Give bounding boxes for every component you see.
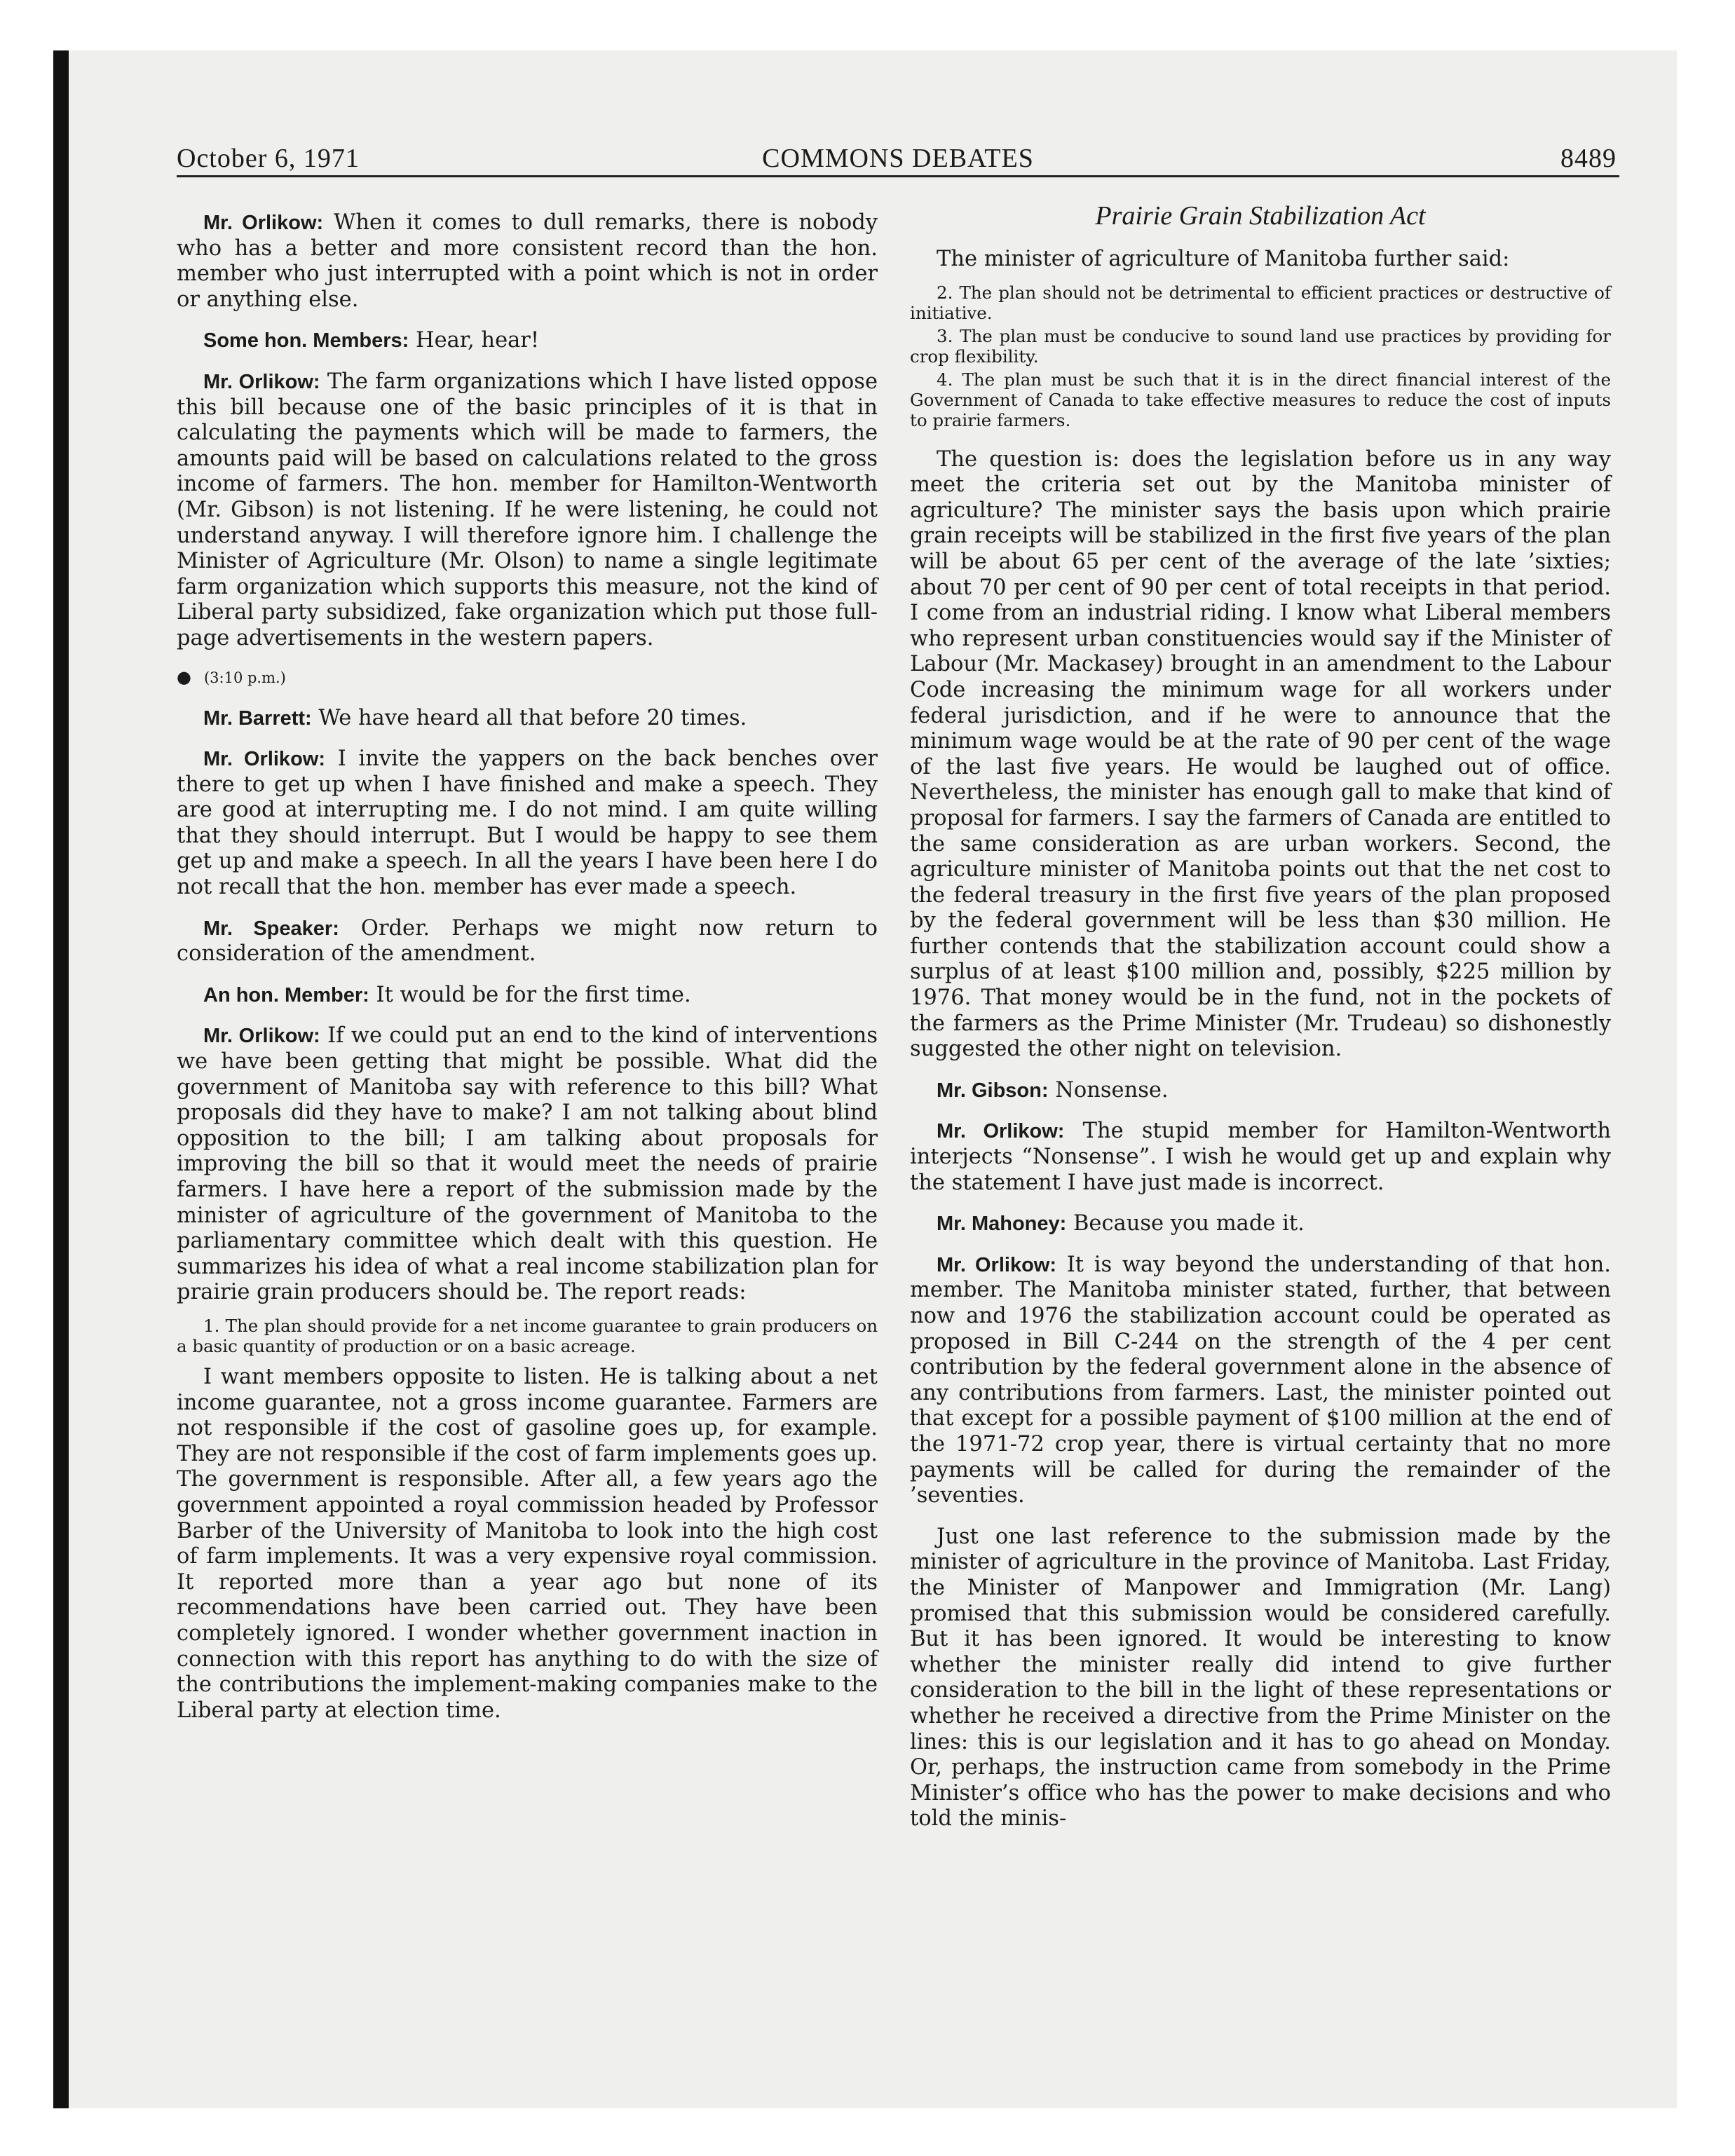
speaker-name: Mr. Mahoney: — [937, 1213, 1067, 1236]
speaker-name: Mr. Orlikow: — [203, 212, 324, 234]
paragraph: I want members opposite to listen. He is talking about a net income guarantee, not a gross income guarantee. Farmers are not responsible if the cost of gasoline goes up, for example. They are not responsible if the cost of farm implements goes up. The government is responsible. After all, a few years ago the government appointed a royal commission headed by Professor Barber of the University of Manitoba to look into the high cost of farm implements. It was a very expensive royal commission. It reported more than a year ago but none of its recommendations have been carried out. They have been completely ignored. I wonder whether government inaction in connection with this report has anything to do with the size of the contributions the implement-making companies make to the Liberal party at election time. — [177, 1364, 878, 1723]
speaker-name: Mr. Speaker: — [203, 917, 339, 940]
paragraph: The minister of agriculture of Manitoba further said: — [937, 247, 1510, 271]
timestamp: (3:10 p.m.) — [203, 669, 286, 686]
speech-text: It is way beyond the understanding of that hon. member. The Manitoba minister stated, further, that between now and 1976 the stabilization account could be operated as proposed in Bill C-244 on the strength of the 4 per cent contribution by the federal government alone in the absence of any contributions from farmers. Last, the minister pointed out that except for a possible payment of $100 million at the end of the 1971-72 crop year, there is virtual certainty that no more payments will be called for during the remainder of the ’seventies. — [910, 1252, 1611, 1508]
speaker-name: Mr. Orlikow: — [203, 1025, 320, 1048]
paragraph — [177, 706, 878, 732]
paragraph — [910, 1078, 1611, 1104]
speech-text: When it comes to dull remarks, there is nobody who has a better and more consistent record than the hon. member who just interrupted with a point which is not in order or anything else. — [177, 210, 878, 312]
speaker-name: Mr. Barrett: — [203, 707, 312, 730]
paragraph: The question is: does the legislation before us in any way meet the criteria set out by the Manitoba minister of agriculture? The minister says the basis upon which prairie grain receipts will be stabilized in the first five years of the plan will be about 65 per cent of the average of the late ’sixties; about 70 per cent of 90 per cent of total receipts in that period. I come from an industrial riding. I know what Liberal members who represent urban constituencies would say if the Minister of Labour (Mr. Mackasey) brought in an amendment to the Labour Code increasing the minimum wage for all workers under federal jurisdiction, and if he were to announce that the minimum wage would be at the rate of 90 per cent of the wage of the last five years. He would be laughed out of office. Nevertheless, the minister has enough gall to make that kind of proposal for farmers. I say the farmers of Canada are entitled to the same consideration as are urban workers. Second, the agriculture minister of Manitoba points out that the net cost to the federal treasury in the first five years of the plan proposed by the federal government will be less than $30 million. He further contends that the stabilization account could show a surplus of at least $100 million and, possibly, $225 million by 1976. That money would be in the fund, not in the pockets of the farmers as the Prime Minister (Mr. Trudeau) so dishonestly suggested the other night on television. — [910, 446, 1611, 1062]
quoted-criterion: 1. The plan should provide for a net income guarantee to grain producers on a basic quantity of production or on a basic acreage. — [177, 1315, 878, 1356]
speaker-name: Mr. Gibson: — [937, 1079, 1049, 1102]
quoted-criterion: 4. The plan must be such that it is in the direct financial interest of the Government of Canada to take effective measures to reduce the cost of inputs to prairie farmers. — [910, 369, 1611, 430]
speaker-name: Mr. Orlikow: — [937, 1253, 1056, 1276]
paragraph — [910, 1253, 1611, 1509]
paragraph — [177, 210, 878, 313]
quoted-criterion: 3. The plan must be conducive to sound land use practices by providing for crop flexibility. — [910, 325, 1611, 367]
section-title: Prairie Grain Stabilization Act — [1095, 201, 1426, 231]
header-page-number: 8489 — [1560, 144, 1617, 173]
paragraph — [177, 328, 878, 354]
bullet-icon: ● — [177, 667, 191, 687]
paragraph — [177, 1023, 878, 1306]
speaker-name: An hon. Member: — [203, 983, 369, 1007]
speaker-name: Mr. Orlikow: — [203, 748, 325, 771]
speaker-name: Mr. Orlikow: — [203, 370, 320, 393]
speech-text: Because you made it. — [1066, 1211, 1305, 1236]
paragraph — [177, 369, 878, 652]
paragraph — [177, 983, 878, 1009]
speech-text: The stupid member for Hamilton-Wentworth interjects “Nonsense”. I wish he would get up and explain why the statement I have just made is incorrect. — [910, 1119, 1611, 1195]
header-date: October 6, 1971 — [177, 144, 360, 173]
left-column — [177, 210, 878, 1739]
header-title: COMMONS DEBATES — [762, 144, 1034, 173]
speech-text: Hear, hear! — [409, 328, 540, 353]
timestamp-marker — [177, 667, 878, 688]
paragraph — [177, 746, 878, 901]
paragraph — [177, 916, 878, 967]
paragraph: Just one last reference to the submission made by the minister of agriculture in the province of Manitoba. Last Friday, the Minister of Manpower and Immigration (Mr. Lang) promised that this submission would be considered carefully. But it has been ignored. It would be interesting to know whether the minister really did intend to give further consideration to the bill in the light of these representations or whether he received a directive from the Prime Minister on the lines: this is our legislation and it has to go ahead on Monday. Or, perhaps, the instruction came from somebody in the Prime Minister’s office who has the power to make decisions and who told the minis- — [910, 1524, 1611, 1831]
speaker-name: Some hon. Members: — [203, 329, 409, 353]
speech-text: We have heard all that before 20 times. — [311, 705, 747, 730]
speech-text: Nonsense. — [1048, 1077, 1169, 1103]
speech-text: Order. Perhaps we might now return to consideration of the amendment. — [177, 915, 878, 967]
paragraph — [910, 1119, 1611, 1196]
speaker-name: Mr. Orlikow: — [937, 1120, 1065, 1143]
quoted-criterion: 2. The plan should not be detrimental to efficient practices or destructive of initiative. — [910, 282, 1611, 323]
speech-text: It would be for the first time. — [369, 982, 691, 1007]
speech-text: If we could put an end to the kind of interventions we have been getting that might be possible. What did the government of Manitoba say with reference to this bill? What proposals did they have to make? I am not talking about blind opposition to the bill; I am talking about proposals for improving the bill so that it would meet the needs of prairie farmers. I have here a report of the submission made by the minister of agriculture of the government of Manitoba to the parliamentary committee which dealt with this question. He summarizes his idea of what a real income stabilization plan for prairie grain producers should be. The report reads: — [177, 1023, 878, 1305]
scan-edge-bar — [53, 50, 69, 2108]
paragraph — [910, 1211, 1611, 1237]
page-header — [177, 143, 1619, 177]
speech-text: The farm organizations which I have listed oppose this bill because one of the basic principles of it is that in calculating the payments which will be made to farmers, the amounts paid will be based on calculations related to the gross income of farmers. The hon. member for Hamilton-Wentworth (Mr. Gibson) is not listening. If he were listening, he could not understand anyway. I will therefore ignore him. I challenge the Minister of Agriculture (Mr. Olson) to name a single legitimate farm organization which supports this measure, not the kind of Liberal party subsidized, fake organization which put those full-page advertisements in the western papers. — [177, 369, 878, 650]
speech-text: I invite the yappers on the back benches over there to get up when I have finished and make a speech. They are good at interrupting me. I do not mind. I am quite willing that they should interrupt. But I would be happy to see them get up and make a speech. In all the years I have been here I do not recall that the hon. member has ever made a speech. — [177, 746, 878, 900]
right-column — [910, 201, 1611, 1848]
